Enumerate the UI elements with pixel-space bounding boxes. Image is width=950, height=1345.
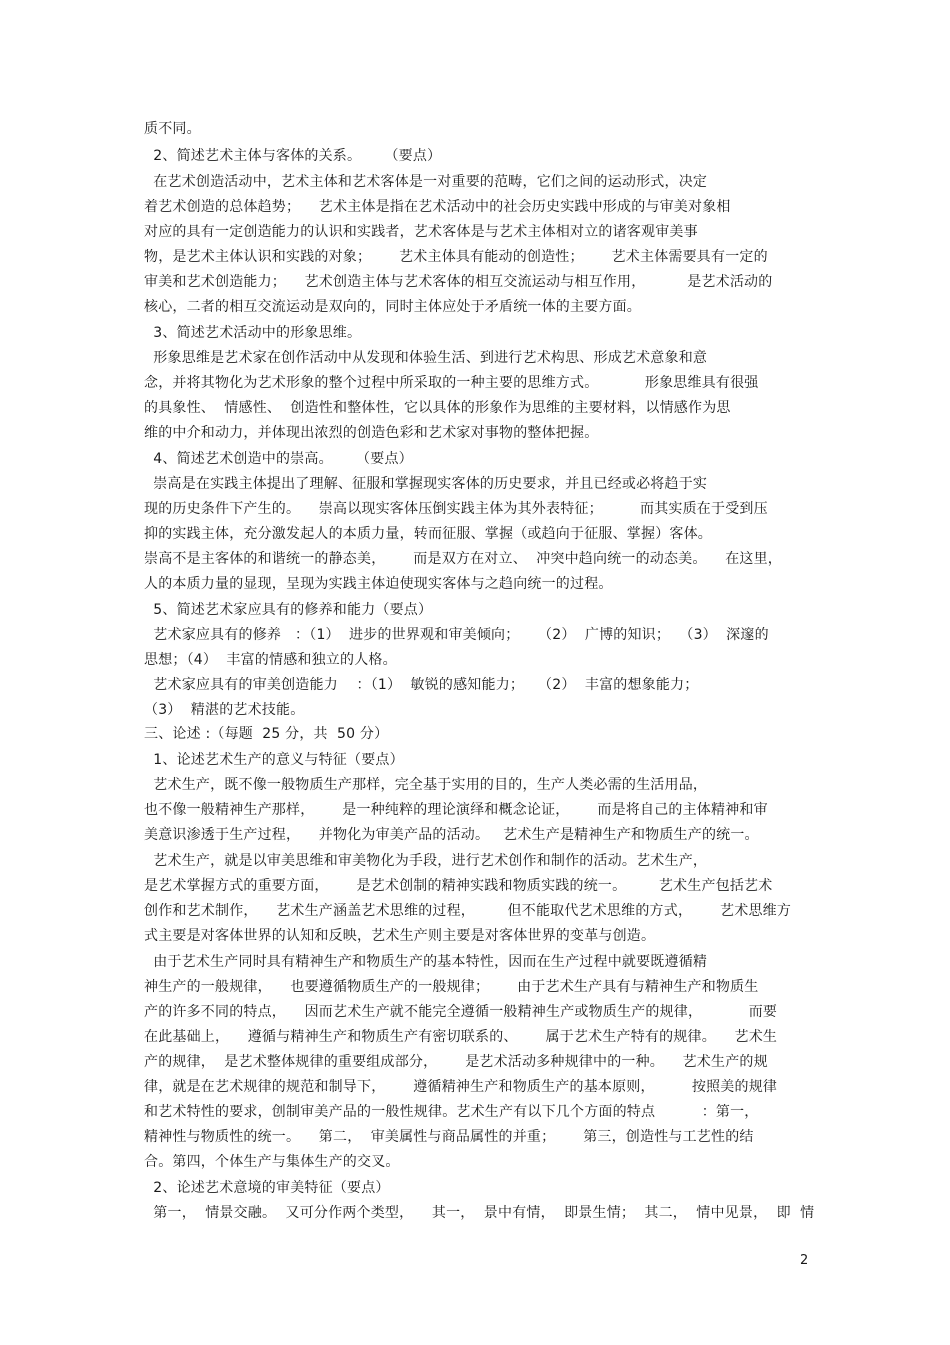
text-line: 形象思维是艺术家在创作活动中从发现和体验生活、到进行艺术构思、形成艺术意象和意 xyxy=(144,350,708,366)
text-line: 1、论述艺术生产的意义与特征（要点） xyxy=(144,752,404,768)
text-line: 三、论述 :（每题 25 分，共 50 分） xyxy=(144,726,389,742)
page-number: 2 xyxy=(800,1253,809,1268)
text-line: 着艺术创造的总体趋势； 艺术主体是指在艺术活动中的社会历史实践中形成的与审美对象相 xyxy=(144,199,731,215)
text-line: 人的本质力量的显现，呈现为实践主体迫使现实客体与之趋向统一的过程。 xyxy=(144,576,613,592)
text-line: 美意识渗透于生产过程， 并物化为审美产品的活动。 艺术生产是精神生产和物质生产的统一。 xyxy=(144,827,759,843)
text-line: 4、简述艺术创造中的崇高。 （要点） xyxy=(144,451,413,467)
text-line: 精神性与物质性的统一。 第二， 审美属性与商品属性的并重； 第三，创造性与工艺性的结 xyxy=(144,1129,754,1145)
text-line: 由于艺术生产同时具有精神生产和物质生产的基本特性，因而在生产过程中就要既遵循精 xyxy=(144,954,708,970)
text-line: 2、论述艺术意境的审美特征（要点） xyxy=(144,1180,390,1196)
text-line: 对应的具有一定创造能力的认识和实践者，艺术客体是与艺术主体相对立的诸客观审美事 xyxy=(144,224,698,240)
text-line: 物，是艺术主体认识和实践的对象； 艺术主体具有能动的创造性； 艺术主体需要具有一定的 xyxy=(144,249,768,265)
text-line: 在艺术创造活动中，艺术主体和艺术客体是一对重要的范畴，它们之间的运动形式，决定 xyxy=(144,174,708,190)
text-line: 创作和艺术制作， 艺术生产涵盖艺术思维的过程， 但不能取代艺术思维的方式， 艺术思维方 xyxy=(144,903,792,919)
text-line: 和艺术特性的要求，创制审美产品的一般性规律。艺术生产有以下几个方面的特点 ：第一， xyxy=(144,1104,759,1120)
text-line: 现的历史条件下产生的。 崇高以现实客体压倒实践主体为其外表特征； 而其实质在于受到压 xyxy=(144,501,768,517)
text-line: 5、简述艺术家应具有的修养和能力（要点） xyxy=(144,602,433,618)
text-line: 律，就是在艺术规律的规范和制导下， 遵循精神生产和物质生产的基本原则， 按照美的规律 xyxy=(144,1079,778,1095)
text-line: 维的中介和动力，并体现出浓烈的创造色彩和艺术家对事物的整体把握。 xyxy=(144,425,599,441)
text-line: 思想；（4） 丰富的情感和独立的人格。 xyxy=(144,652,397,668)
text-line: 艺术生产，既不像一般物质生产那样，完全基于实用的目的，生产人类必需的生活用品， xyxy=(144,777,708,793)
text-line: 质不同。 xyxy=(144,121,201,137)
text-line: 神生产的一般规律， 也要遵循物质生产的一般规律； 由于艺术生产具有与精神生产和物质生 xyxy=(144,979,759,995)
text-line: 产的规律， 是艺术整体规律的重要组成部分， 是艺术活动多种规律中的一种。 艺术生产的规 xyxy=(144,1054,768,1070)
text-line: 的具象性、 情感性、 创造性和整体性，它以具体的形象作为思维的主要材料，以情感作为思 xyxy=(144,400,731,416)
text-line: 崇高不是主客体的和谐统一的静态美， 而是双方在对立、 冲突中趋向统一的动态美。 在这里， xyxy=(144,551,782,567)
text-line: 在此基础上， 遵循与精神生产和物质生产有密切联系的、 属于艺术生产特有的规律。 艺术生 xyxy=(144,1029,778,1045)
text-line: 2、简述艺术主体与客体的关系。 （要点） xyxy=(144,148,442,164)
text-line: 审美和艺术创造能力； 艺术创造主体与艺术客体的相互交流运动与相互作用， 是艺术活动的 xyxy=(144,274,773,290)
text-line: 也不像一般精神生产那样， 是一种纯粹的理论演绎和概念论证， 而是将自己的主体精神和审 xyxy=(144,802,768,818)
text-line: 艺术家应具有的审美创造能力 ：（1） 敏锐的感知能力； （2） 丰富的想象能力； xyxy=(144,677,699,693)
text-line: 是艺术掌握方式的重要方面， 是艺术创制的精神实践和物质实践的统一。 艺术生产包括艺术 xyxy=(144,878,773,894)
text-line: 式主要是对客体世界的认知和反映，艺术生产则主要是对客体世界的变革与创造。 xyxy=(144,928,656,944)
text-line: 抑的实践主体，充分激发起人的本质力量，转而征服、掌握（或趋向于征服、掌握）客体。 xyxy=(144,526,712,542)
text-line: 崇高是在实践主体提出了理解、征服和掌握现实客体的历史要求，并且已经或必将趋于实 xyxy=(144,476,708,492)
text-line: 3、简述艺术活动中的形象思维。 xyxy=(144,325,362,341)
text-line: 艺术家应具有的修养 ：（1） 进步的世界观和审美倾向； （2） 广博的知识； （3） 深邃的 xyxy=(144,627,769,643)
text-line: 产的许多不同的特点， 因而艺术生产就不能完全遵循一般精神生产或物质生产的规律， 而要 xyxy=(144,1004,778,1020)
text-line: （3） 精湛的艺术技能。 xyxy=(144,702,305,718)
text-line: 第一， 情景交融。 又可分作两个类型， 其一， 景中有情， 即景生情； 其二， 情中见景， 即 情 xyxy=(144,1205,815,1221)
text-line: 合。第四，个体生产与集体生产的交叉。 xyxy=(144,1154,400,1170)
text-line: 核心，二者的相互交流运动是双向的，同时主体应处于矛盾统一体的主要方面。 xyxy=(144,299,641,315)
text-line: 艺术生产，就是以审美思维和审美物化为手段，进行艺术创作和制作的活动。艺术生产， xyxy=(144,853,708,869)
text-line: 念，并将其物化为艺术形象的整个过程中所采取的一种主要的思维方式。 形象思维具有很强 xyxy=(144,375,759,391)
